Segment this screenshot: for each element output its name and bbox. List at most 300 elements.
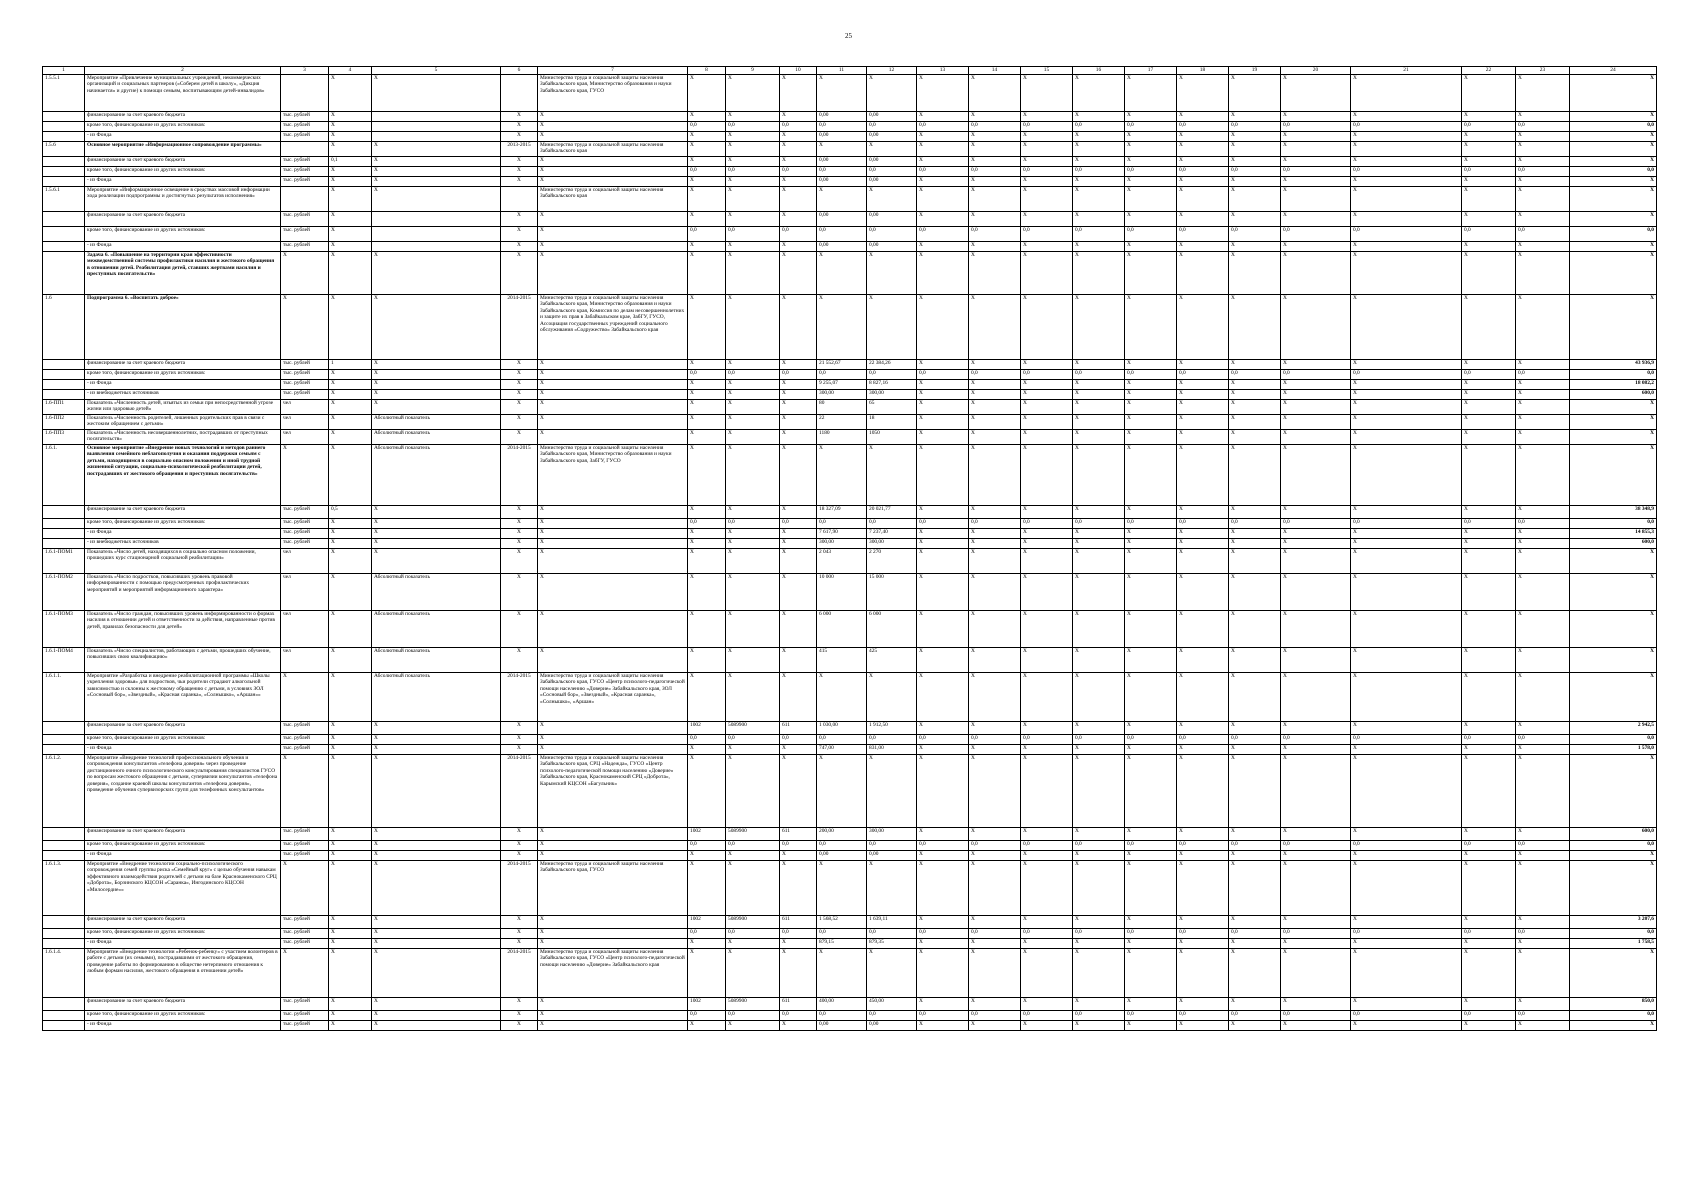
cell-c7: X [538, 167, 688, 177]
cell-unit: X [281, 252, 329, 295]
cell-c16: X [1073, 380, 1125, 390]
cell-c14: 0,0 [969, 841, 1021, 851]
cell-c15: X [1021, 828, 1073, 841]
cell-c14: X [969, 112, 1021, 122]
cell-c4: X [329, 539, 372, 549]
cell-id [43, 1011, 85, 1021]
cell-c10: X [780, 861, 817, 916]
cell-unit: X [281, 673, 329, 722]
cell-c15: 0,0 [1021, 519, 1073, 529]
cell-c11: 0,00 [817, 242, 867, 252]
cell-c18: 0,0 [1177, 519, 1229, 529]
cell-c16: X [1073, 1021, 1125, 1031]
cell-name: кроме того, финансирование из других источников: [85, 122, 281, 132]
cell-c13: X [917, 380, 969, 390]
cell-c14: X [969, 415, 1021, 430]
cell-c24: 850,0 [1570, 998, 1657, 1011]
cell-c22: X [1462, 745, 1516, 755]
cell-c12: 0,0 [867, 370, 917, 380]
cell-c6: X [501, 539, 538, 549]
cell-id: 1.5.6.1 [43, 187, 85, 212]
cell-c18: X [1177, 242, 1229, 252]
cell-c17: 0,0 [1125, 735, 1177, 745]
cell-c10: 611 [780, 722, 817, 735]
cell-c21: X [1351, 380, 1462, 390]
cell-c12: 0,00 [867, 177, 917, 187]
cell-c13: X [917, 112, 969, 122]
cell-c18: X [1177, 112, 1229, 122]
cell-c22: 0,0 [1462, 1011, 1516, 1021]
cell-c9: 0,0 [726, 929, 780, 939]
table-row [43, 445, 1657, 506]
cell-c9: 0,0 [726, 841, 780, 851]
cell-c15: X [1021, 611, 1073, 648]
cell-c14: X [969, 1021, 1021, 1031]
cell-c21: 0,0 [1351, 735, 1462, 745]
cell-c8: 0,0 [688, 841, 726, 851]
cell-unit: тыс. рублей [281, 735, 329, 745]
cell-c23: X [1516, 295, 1570, 360]
cell-c16: X [1073, 506, 1125, 519]
cell-c5: X [372, 167, 501, 177]
cell-c15: X [1021, 949, 1073, 998]
cell-c8: 0,0 [688, 227, 726, 242]
cell-c10: X [780, 1021, 817, 1031]
cell-c18: X [1177, 755, 1229, 828]
cell-c10: 0,0 [780, 227, 817, 242]
cell-c15: 0,0 [1021, 735, 1073, 745]
cell-c17: X [1125, 529, 1177, 539]
cell-c23: 0,0 [1516, 122, 1570, 132]
cell-c15: X [1021, 242, 1073, 252]
cell-c21: 0,0 [1351, 122, 1462, 132]
cell-c9: X [726, 295, 780, 360]
cell-c19: X [1229, 755, 1281, 828]
cell-c14: X [969, 242, 1021, 252]
cell-c12: X [867, 75, 917, 112]
cell-c17: X [1125, 390, 1177, 400]
cell-c15: X [1021, 360, 1073, 370]
cell-c11: 300,00 [817, 539, 867, 549]
cell-name: Показатель «Число детей, находящихся в социально опасном положении, прошедших курс стационарной социальной реабилитации» [85, 549, 281, 574]
cell-c11: 300,00 [817, 390, 867, 400]
cell-id: 1.6-ПП1 [43, 400, 85, 415]
column-number-11: 11 [817, 67, 867, 75]
cell-c11: 0,00 [817, 177, 867, 187]
cell-c18: X [1177, 295, 1229, 360]
cell-c11: 0,0 [817, 370, 867, 380]
cell-c20: X [1281, 529, 1351, 539]
table-row [43, 735, 1657, 745]
cell-id [43, 745, 85, 755]
cell-c24: X [1570, 112, 1657, 122]
column-number-24: 24 [1570, 67, 1657, 75]
cell-c13: X [917, 611, 969, 648]
cell-unit: тыс. рублей [281, 998, 329, 1011]
cell-c22: X [1462, 539, 1516, 549]
cell-c20: X [1281, 998, 1351, 1011]
table-row [43, 828, 1657, 841]
cell-c17: X [1125, 252, 1177, 295]
cell-unit [281, 75, 329, 112]
cell-c4: X [329, 673, 372, 722]
column-number-23: 23 [1516, 67, 1570, 75]
cell-c22: X [1462, 1021, 1516, 1031]
cell-name: кроме того, финансирование из других источников: [85, 167, 281, 177]
cell-c20: X [1281, 75, 1351, 112]
cell-c9: 0,0 [726, 735, 780, 745]
column-number-4: 4 [329, 67, 372, 75]
cell-c10: X [780, 295, 817, 360]
cell-id [43, 122, 85, 132]
cell-c15: X [1021, 415, 1073, 430]
cell-id [43, 722, 85, 735]
cell-c22: X [1462, 529, 1516, 539]
cell-c12: 1050 [867, 430, 917, 445]
cell-c4: X [329, 252, 372, 295]
table-row [43, 549, 1657, 574]
cell-c17: X [1125, 295, 1177, 360]
cell-c8: 1002 [688, 998, 726, 1011]
cell-c10: X [780, 415, 817, 430]
cell-c4: X [329, 227, 372, 242]
cell-c11: 7 617,90 [817, 529, 867, 539]
cell-c5: X [372, 177, 501, 187]
cell-c18: X [1177, 851, 1229, 861]
cell-c19: X [1229, 549, 1281, 574]
cell-c13: X [917, 998, 969, 1011]
cell-c21: 0,0 [1351, 929, 1462, 939]
table-row [43, 611, 1657, 648]
cell-c20: X [1281, 673, 1351, 722]
cell-name: кроме того, финансирование из других источников: [85, 929, 281, 939]
cell-c7: Министерство труда и социальной защиты населения Забайкальского края [538, 187, 688, 212]
cell-c21: X [1351, 574, 1462, 611]
cell-c5: X [372, 519, 501, 529]
cell-c18: X [1177, 828, 1229, 841]
cell-unit: тыс. рублей [281, 529, 329, 539]
cell-c20: X [1281, 861, 1351, 916]
cell-name: - из Фонда [85, 851, 281, 861]
cell-c14: X [969, 861, 1021, 916]
cell-c10: X [780, 212, 817, 227]
cell-c9: X [726, 445, 780, 506]
cell-c4: X [329, 529, 372, 539]
cell-c18: X [1177, 949, 1229, 998]
cell-c8: 1002 [688, 828, 726, 841]
cell-c13: X [917, 295, 969, 360]
cell-c5 [372, 227, 501, 242]
cell-c6: X [501, 380, 538, 390]
cell-name: финансирование за счет краевого бюджета [85, 998, 281, 1011]
cell-c8: 0,0 [688, 929, 726, 939]
cell-c15: X [1021, 939, 1073, 949]
cell-c20: X [1281, 445, 1351, 506]
cell-c6: X [501, 519, 538, 529]
cell-c6: X [501, 851, 538, 861]
cell-c22: X [1462, 187, 1516, 212]
cell-c24: X [1570, 861, 1657, 916]
cell-c6: X [501, 722, 538, 735]
cell-c23: X [1516, 430, 1570, 445]
cell-c16: 0,0 [1073, 1011, 1125, 1021]
cell-c8: X [688, 673, 726, 722]
table-row [43, 1011, 1657, 1021]
cell-c9: X [726, 648, 780, 673]
cell-c24: X [1570, 400, 1657, 415]
cell-c7: X [538, 227, 688, 242]
cell-c13: 0,0 [917, 122, 969, 132]
cell-c23: 0,0 [1516, 227, 1570, 242]
cell-c22: X [1462, 673, 1516, 722]
cell-c23: 0,0 [1516, 929, 1570, 939]
cell-name: - из Фонда [85, 745, 281, 755]
cell-c16: 0,0 [1073, 370, 1125, 380]
cell-c24: 2 942,5 [1570, 722, 1657, 735]
cell-c5: X [372, 939, 501, 949]
cell-c21: X [1351, 745, 1462, 755]
cell-c23: X [1516, 916, 1570, 929]
table-row [43, 529, 1657, 539]
cell-c14: X [969, 132, 1021, 142]
cell-c13: X [917, 242, 969, 252]
cell-c4: X [329, 611, 372, 648]
cell-c6: X [501, 242, 538, 252]
cell-c19: X [1229, 828, 1281, 841]
cell-c17: X [1125, 1021, 1177, 1031]
cell-unit: тыс. рублей [281, 916, 329, 929]
cell-c15: X [1021, 998, 1073, 1011]
cell-id [43, 390, 85, 400]
cell-c10: X [780, 242, 817, 252]
cell-c15: X [1021, 295, 1073, 360]
cell-c8: X [688, 242, 726, 252]
cell-c23: X [1516, 828, 1570, 841]
cell-name: Показатель «Число специалистов, работающих с детьми, прошедших обучение, повысивших свою квалификацию» [85, 648, 281, 673]
cell-c22: 0,0 [1462, 929, 1516, 939]
cell-c5: X [372, 295, 501, 360]
cell-c24: 0,0 [1570, 227, 1657, 242]
cell-c19: X [1229, 360, 1281, 370]
cell-c18: X [1177, 745, 1229, 755]
column-number-18: 18 [1177, 67, 1229, 75]
cell-name: - из Фонда [85, 529, 281, 539]
column-number-6: 6 [501, 67, 538, 75]
cell-id [43, 370, 85, 380]
cell-c15: X [1021, 745, 1073, 755]
cell-c21: X [1351, 415, 1462, 430]
cell-c22: X [1462, 755, 1516, 828]
cell-unit: тыс. рублей [281, 157, 329, 167]
cell-c19: 0,0 [1229, 929, 1281, 939]
cell-c8: X [688, 75, 726, 112]
cell-c12: X [867, 142, 917, 157]
cell-c23: X [1516, 75, 1570, 112]
cell-c6: X [501, 939, 538, 949]
cell-c18: X [1177, 529, 1229, 539]
cell-c23: X [1516, 939, 1570, 949]
cell-unit: тыс. рублей [281, 519, 329, 529]
cell-c11: X [817, 75, 867, 112]
cell-c4: X [329, 415, 372, 430]
cell-c16: X [1073, 529, 1125, 539]
page-number: 25 [845, 32, 852, 40]
cell-c22: X [1462, 828, 1516, 841]
cell-c4: X [329, 998, 372, 1011]
cell-c5: X [372, 252, 501, 295]
cell-c22: X [1462, 112, 1516, 122]
cell-c24: X [1570, 673, 1657, 722]
cell-c10: 0,0 [780, 841, 817, 851]
cell-c7: X [538, 929, 688, 939]
cell-c8: 0,0 [688, 1011, 726, 1021]
cell-c9: 5089900 [726, 998, 780, 1011]
cell-c12: X [867, 252, 917, 295]
cell-c17: X [1125, 755, 1177, 828]
cell-c15: X [1021, 252, 1073, 295]
cell-name: Основное мероприятие «Внедрение новых технологий и методов раннего выявления семейного неблагополучия и оказания поддержки семьям с детьми, находящимся в социально опасном положении и иной трудной жизненной ситуации, социально-психологической реабилитации детей, пострадавших от жестокого обращения и преступных посягательств» [85, 445, 281, 506]
cell-name: кроме того, финансирование из других источников: [85, 841, 281, 851]
cell-c24: X [1570, 187, 1657, 212]
cell-c24: X [1570, 755, 1657, 828]
cell-c4: X [329, 142, 372, 157]
cell-c11: 415 [817, 648, 867, 673]
cell-name: Мероприятие «Информационное освещение в средствах массовой информации хода реализации подпрограммы и достигнутых результатов исполнения» [85, 187, 281, 212]
cell-c17: X [1125, 851, 1177, 861]
cell-c12: 300,00 [867, 539, 917, 549]
cell-c9: X [726, 112, 780, 122]
cell-c18: 0,0 [1177, 841, 1229, 851]
cell-c23: 0,0 [1516, 167, 1570, 177]
cell-c20: X [1281, 949, 1351, 998]
cell-c15: X [1021, 673, 1073, 722]
cell-unit: тыс. рублей [281, 828, 329, 841]
cell-name: - из Фонда [85, 242, 281, 252]
cell-c15: X [1021, 549, 1073, 574]
cell-name: финансирование за счет краевого бюджета [85, 506, 281, 519]
cell-c19: 0,0 [1229, 370, 1281, 380]
cell-c19: 0,0 [1229, 841, 1281, 851]
cell-c21: X [1351, 187, 1462, 212]
cell-c13: X [917, 539, 969, 549]
cell-unit: чел [281, 648, 329, 673]
cell-c21: X [1351, 252, 1462, 295]
cell-c9: X [726, 529, 780, 539]
cell-c10: X [780, 549, 817, 574]
cell-c7: Министерство труда и социальной защиты населения Забайкальского края, ГУСО «Центр психолого-педагогической помощи населению «Доверие» Забайкальского края, ЗОЛ «Сосновый бор», «Звездный», «Красная саранка», «Солнышко», «Аршан» [538, 673, 688, 722]
cell-name: - из Фонда [85, 380, 281, 390]
cell-c8: X [688, 212, 726, 227]
cell-c19: X [1229, 445, 1281, 506]
cell-c6: X [501, 745, 538, 755]
cell-c16: X [1073, 673, 1125, 722]
cell-c6: X [501, 648, 538, 673]
cell-c19: X [1229, 722, 1281, 735]
cell-c17: 0,0 [1125, 227, 1177, 242]
cell-c7: X [538, 242, 688, 252]
cell-c22: X [1462, 949, 1516, 998]
cell-c23: X [1516, 574, 1570, 611]
cell-c22: X [1462, 506, 1516, 519]
cell-c18: X [1177, 360, 1229, 370]
cell-name: Показатель «Численность несовершеннолетних, пострадавших от преступных посягательств» [85, 430, 281, 445]
program-table-sheet [42, 66, 1656, 1031]
cell-c19: X [1229, 574, 1281, 611]
cell-c13: X [917, 187, 969, 212]
cell-c17: X [1125, 430, 1177, 445]
cell-c7: X [538, 506, 688, 519]
cell-c6: X [501, 929, 538, 939]
cell-c4: X [329, 851, 372, 861]
cell-c12: 0,0 [867, 929, 917, 939]
cell-c15: X [1021, 112, 1073, 122]
cell-c19: X [1229, 673, 1281, 722]
cell-c21: X [1351, 673, 1462, 722]
cell-c24: X [1570, 75, 1657, 112]
cell-c5: X [372, 549, 501, 574]
cell-c9: X [726, 574, 780, 611]
cell-c7: X [538, 574, 688, 611]
cell-c19: X [1229, 949, 1281, 998]
cell-c4: X [329, 177, 372, 187]
column-number-19: 19 [1229, 67, 1281, 75]
cell-c16: X [1073, 360, 1125, 370]
cell-c13: 0,0 [917, 735, 969, 745]
cell-c14: X [969, 177, 1021, 187]
cell-unit: тыс. рублей [281, 177, 329, 187]
cell-c22: X [1462, 360, 1516, 370]
cell-c15: X [1021, 445, 1073, 506]
cell-c23: X [1516, 142, 1570, 157]
cell-c14: 0,0 [969, 227, 1021, 242]
cell-id: 1.6.1-ПОМ1 [43, 549, 85, 574]
cell-c8: 0,0 [688, 370, 726, 380]
cell-c22: X [1462, 132, 1516, 142]
cell-id [43, 735, 85, 745]
table-row [43, 722, 1657, 735]
cell-c12: 0,0 [867, 841, 917, 851]
cell-c5: Абсолютный показатель [372, 415, 501, 430]
cell-c15: X [1021, 1021, 1073, 1031]
cell-c12: X [867, 673, 917, 722]
cell-c23: X [1516, 445, 1570, 506]
cell-c18: X [1177, 390, 1229, 400]
cell-name: Основное мероприятие «Информационное сопровождение программы» [85, 142, 281, 157]
cell-c24: X [1570, 549, 1657, 574]
cell-c7: X [538, 177, 688, 187]
cell-c17: X [1125, 722, 1177, 735]
column-number-16: 16 [1073, 67, 1125, 75]
cell-id [43, 242, 85, 252]
cell-c15: X [1021, 132, 1073, 142]
cell-c13: X [917, 549, 969, 574]
table-row [43, 122, 1657, 132]
cell-c19: X [1229, 187, 1281, 212]
cell-c21: X [1351, 212, 1462, 227]
cell-c19: X [1229, 648, 1281, 673]
cell-c7: X [538, 380, 688, 390]
cell-c6 [501, 187, 538, 212]
cell-c20: X [1281, 380, 1351, 390]
cell-c11: X [817, 949, 867, 998]
cell-c22: 0,0 [1462, 735, 1516, 745]
cell-c18: X [1177, 506, 1229, 519]
cell-c12: 0,00 [867, 132, 917, 142]
cell-c16: X [1073, 157, 1125, 167]
table-row [43, 648, 1657, 673]
cell-c5: X [372, 1021, 501, 1031]
cell-c5: Абсолютный показатель [372, 611, 501, 648]
